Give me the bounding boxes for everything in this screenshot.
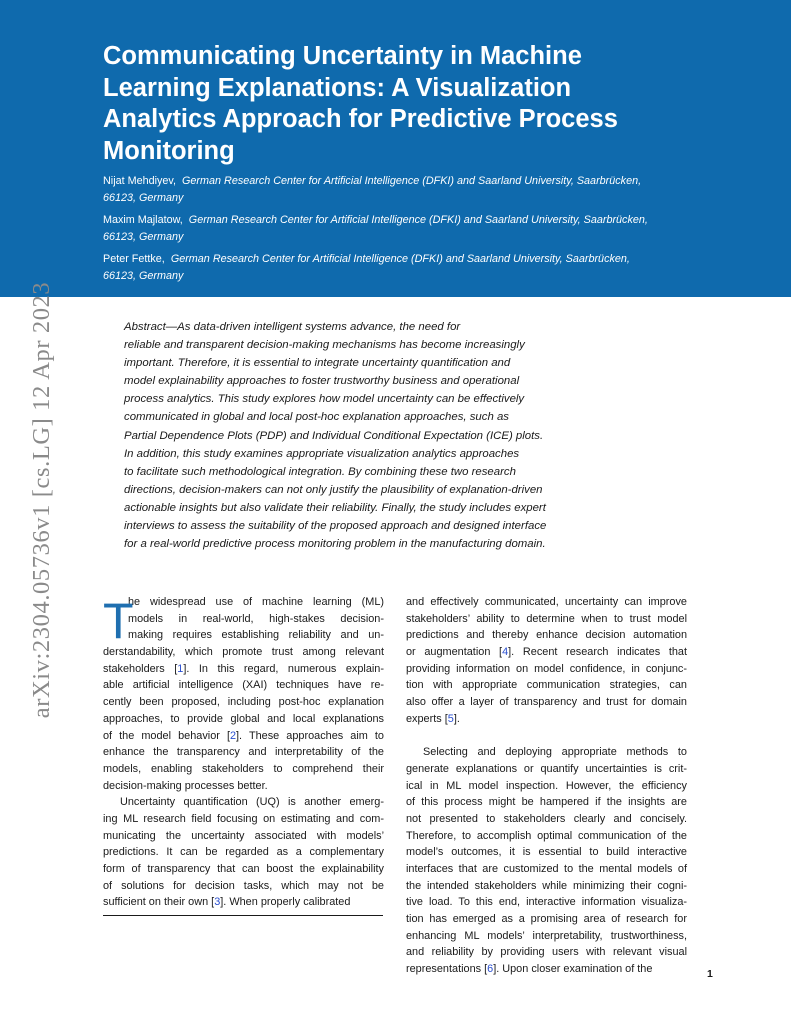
paper-title <box>103 41 723 167</box>
text-run: ]. <box>453 712 460 725</box>
text-line <box>406 594 687 611</box>
text-run: predictions. It can be regarded as a complementary <box>103 846 384 859</box>
text-run: Uncertainty quantification (UQ) is another emerg- <box>120 796 384 809</box>
text-line <box>103 611 384 628</box>
text-run: ical in ML model inspection. However, the efficiency <box>406 779 687 792</box>
text-run: and effectively communicated, uncertainty can improve <box>406 596 687 608</box>
text-line <box>406 661 687 678</box>
text-line <box>406 928 687 945</box>
title-line: Analytics Approach for Predictive Process <box>103 105 618 133</box>
text-line <box>103 794 384 811</box>
text-line <box>103 778 384 795</box>
abstract-line: communicated in global and local post-hoc explanation approaches, such as <box>124 411 509 424</box>
author-affiliation-cont: 66123, Germany <box>103 269 184 282</box>
author-name: Nijat Mehdiyev, <box>103 175 177 187</box>
title-line: Communicating Uncertainty in Machine <box>103 42 582 70</box>
citation-link[interactable]: 3 <box>214 896 221 909</box>
text-line <box>406 694 687 711</box>
text-run: model’s outcomes, it is essential to build interactive <box>406 846 687 859</box>
text-line <box>103 728 384 745</box>
title-banner <box>0 0 791 297</box>
text-run: Selecting and deploying appropriate methods to <box>423 746 687 759</box>
text-run: tive load. To this end, interactive information visualiza- <box>406 896 687 909</box>
footnote-rule <box>103 915 383 916</box>
text-line <box>103 644 384 661</box>
author-affiliation-cont: 66123, Germany <box>103 230 184 243</box>
abstract-line: Partial Dependence Plots (PDP) and Individual Conditional Expectation (ICE) plots. <box>124 429 544 442</box>
arxiv-stamp: arXiv:2304.05736v1 [cs.LG] 12 Apr 2023 <box>28 281 55 719</box>
text-run: ]. Recent research indicates that <box>508 646 687 659</box>
abstract-line: In addition, this study examines appropriate visualization analytics approaches <box>124 447 520 460</box>
text-run: or augmentation [ <box>406 646 503 659</box>
text-line <box>103 894 384 911</box>
text-run: providing information on model confidence, in conjunc- <box>406 662 687 675</box>
text-line <box>103 828 384 845</box>
abstract-line: directions, decision-makers can not only justify the plausibility of explanation-driven <box>124 483 543 496</box>
text-line <box>406 811 687 828</box>
paragraph-gap <box>406 728 687 745</box>
text-run: municating the uncertainty associated with models’ <box>103 829 384 842</box>
abstract-line: model explainability approaches to foster trustworthy business and operational <box>124 375 520 388</box>
text-line <box>103 861 384 878</box>
abstract-line: interviews to assess the suitability of the proposed approach and designed interface <box>124 520 547 533</box>
citation-link[interactable]: 1 <box>177 662 184 675</box>
author-name: Maxim Majlatow, <box>103 214 183 226</box>
text-run: able artificial intelligence (XAI) techniques have re- <box>103 679 384 692</box>
abstract <box>124 318 604 553</box>
abstract-line: actionable insights but also validate their reliability. Finally, the study includes expert <box>124 501 546 514</box>
author-entry <box>103 212 703 245</box>
text-run: models in real-world, high-stakes decision- <box>128 612 384 625</box>
text-line <box>103 694 384 711</box>
author-list <box>103 173 703 290</box>
citation-link[interactable]: 4 <box>502 646 509 659</box>
text-line <box>406 677 687 694</box>
text-line <box>406 961 687 978</box>
text-line <box>103 594 384 611</box>
text-line <box>406 778 687 795</box>
intro-paragraph-3 <box>406 594 687 728</box>
text-line <box>406 844 687 861</box>
text-run: also offer a layer of transparency and trust for domain <box>406 696 687 709</box>
text-run: predictions and thereby enhance decision automation <box>406 629 687 642</box>
text-run: tion with appropriate communication strategies, can <box>406 679 687 692</box>
text-run: sufficient on their own [ <box>103 896 215 909</box>
text-run: of the model behavior [ <box>103 729 230 742</box>
text-line <box>103 878 384 895</box>
text-run: tion has emerged as a promising area of research for <box>406 913 687 926</box>
text-run: of solutions for decision tasks, which may not be <box>103 879 384 892</box>
text-line <box>103 627 384 644</box>
text-line <box>406 711 687 728</box>
text-run: ]. These approaches aim to <box>236 729 384 742</box>
author-affiliation: German Research Center for Artificial Intelligence (DFKI) and Saarland University, Saarbrücken, <box>188 214 648 226</box>
text-line <box>103 844 384 861</box>
text-run: form of transparency that can boost the explainability <box>103 863 384 875</box>
text-run: interfaces that are customized to the mental models of <box>406 863 687 875</box>
citation-link[interactable]: 2 <box>229 729 237 742</box>
author-affiliation: German Research Center for Artificial Intelligence (DFKI) and Saarland University, Saarbrücken, <box>170 253 630 265</box>
text-run: derstandability, which promote trust among relevant <box>103 646 384 659</box>
abstract-line: important. Therefore, it is essential to integrate uncertainty quantification and <box>124 357 511 370</box>
text-run: ]. In this regard, numerous explain- <box>183 662 384 675</box>
text-line <box>406 794 687 811</box>
text-line <box>103 711 384 728</box>
text-run: approaches, to provide global and local explanations <box>103 712 384 725</box>
text-line <box>103 661 384 678</box>
citation-link[interactable]: 5 <box>447 712 454 725</box>
abstract-line: reliable and transparent decision-making mechanisms has become increasingly <box>124 339 525 352</box>
abstract-line: Abstract—As data-driven intelligent systems advance, the need for <box>124 321 461 333</box>
text-run: making requires establishing reliability and un- <box>128 629 384 642</box>
text-run: decision-making processes better. <box>103 779 268 792</box>
left-column <box>103 594 384 911</box>
text-run: ]. When properly calibrated <box>220 896 351 909</box>
title-line: Monitoring <box>103 136 235 165</box>
intro-paragraph-1 <box>103 594 384 794</box>
text-run: enhancing ML models’ interpretability, trustworthiness, <box>406 929 687 942</box>
author-affiliation: German Research Center for Artificial Intelligence (DFKI) and Saarland University, Saarbrücken, <box>182 175 642 187</box>
author-entry <box>103 173 703 206</box>
text-run: representations [ <box>406 963 488 976</box>
text-run: he widespread use of machine learning (ML) <box>128 596 384 608</box>
text-run: stakeholders [ <box>103 662 178 675</box>
abstract-line: to facilitate such methodological integration. By combining these two research <box>124 465 516 478</box>
title-line: Learning Explanations: A Visualization <box>103 73 572 102</box>
abstract-line: process analytics. This study explores how model uncertainty can be effectively <box>124 393 525 406</box>
text-line <box>103 761 384 778</box>
right-column <box>406 594 687 978</box>
text-line <box>406 611 687 628</box>
text-run: not presented to stakeholders clearly and concisely. <box>406 812 687 825</box>
text-line <box>406 894 687 911</box>
text-run: cently been proposed, including post-hoc explanation <box>103 696 384 709</box>
text-run: of this process might be hampered if the insights are <box>406 796 687 809</box>
text-line <box>406 911 687 928</box>
text-line <box>406 744 687 761</box>
drop-cap: T <box>103 593 134 649</box>
text-line <box>406 861 687 878</box>
text-line <box>406 828 687 845</box>
text-run: generate explanations or quantify uncertainties is crit- <box>406 762 687 775</box>
text-line <box>406 644 687 661</box>
text-run: ]. Upon closer examination of the <box>493 963 653 976</box>
text-run: and reliability by providing users with relevant visual <box>406 946 687 959</box>
text-line <box>103 677 384 694</box>
text-run: Therefore, to accomplish optimal communication of the <box>406 829 687 842</box>
citation-link[interactable]: 6 <box>487 963 494 976</box>
abstract-line: for a real-world predictive process monitoring problem in the manufacturing domain. <box>124 538 546 551</box>
text-line <box>406 761 687 778</box>
text-line <box>103 744 384 761</box>
text-run: the intended stakeholders while minimizing their cogni- <box>406 879 687 892</box>
page-number: 1 <box>707 968 713 980</box>
text-line <box>406 878 687 895</box>
intro-paragraph-4 <box>406 744 687 978</box>
text-run: models, enabling stakeholders to comprehend their <box>103 762 384 775</box>
author-affiliation-cont: 66123, Germany <box>103 191 184 204</box>
text-run: experts [ <box>406 712 448 725</box>
author-entry <box>103 251 703 284</box>
intro-paragraph-2 <box>103 794 384 911</box>
author-name: Peter Fettke, <box>103 253 165 265</box>
text-run: enhance the transparency and interpretability of the <box>103 746 384 759</box>
text-line <box>406 944 687 961</box>
text-run: stakeholders’ ability to determine when to trust model <box>406 612 687 625</box>
text-run: ing ML research field focusing on estimating and com- <box>103 812 384 825</box>
text-line <box>406 627 687 644</box>
text-line <box>103 811 384 828</box>
